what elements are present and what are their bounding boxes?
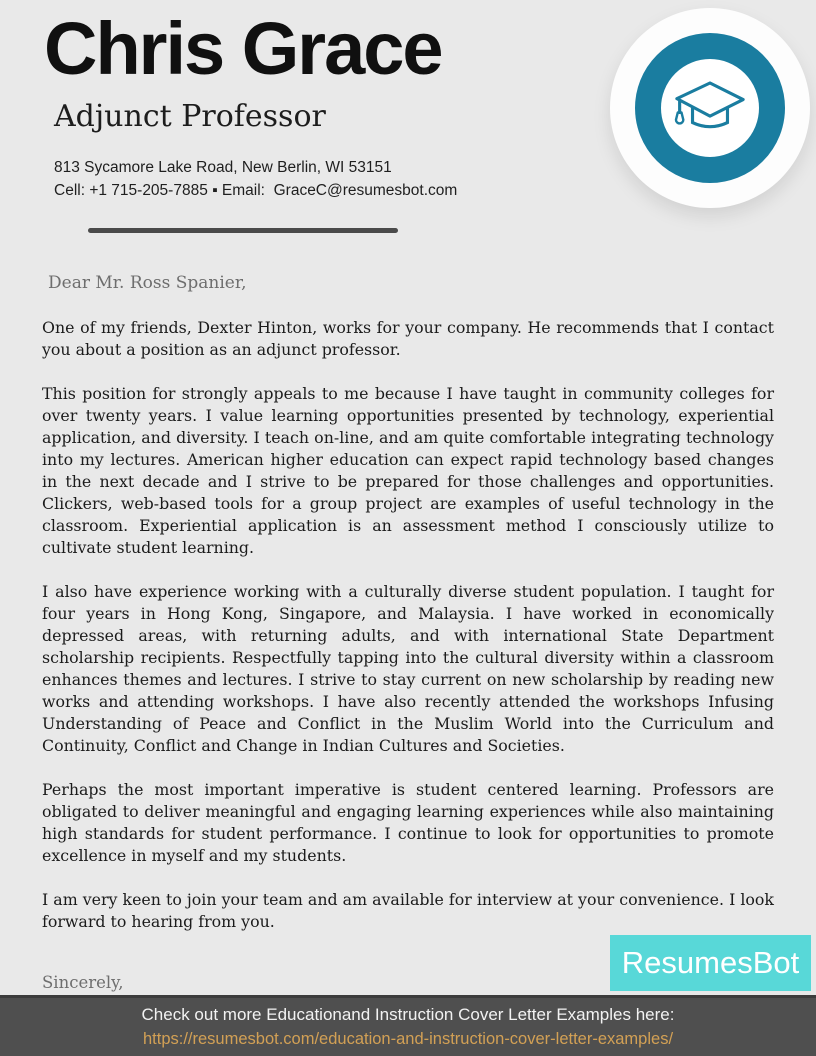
resumesbot-logo-text: ResumesBot bbox=[621, 945, 800, 980]
emblem-ring bbox=[635, 33, 785, 183]
address-line: 813 Sycamore Lake Road, New Berlin, WI 53151 bbox=[54, 158, 392, 176]
resumesbot-logo-badge bbox=[610, 935, 811, 991]
letter-paragraph: I am very keen to join your team and am available for interview at your convenience. I look forward to hearing from you. bbox=[42, 889, 774, 931]
closing: Sincerely, bbox=[42, 972, 124, 992]
job-title: Adjunct Professor bbox=[54, 99, 326, 134]
salutation: Dear Mr. Ross Spanier, bbox=[48, 272, 247, 293]
letter-body bbox=[42, 317, 774, 933]
letter-paragraph: One of my friends, Dexter Hinton, works for your company. He recommends that I contact you about a position as an adjunct professor. bbox=[42, 317, 774, 359]
phone-email-line: Cell: +1 715-205-7885 ▪ Email: GraceC@resumesbot.com bbox=[54, 181, 458, 199]
candidate-name: Chris Grace bbox=[44, 7, 442, 90]
letter-paragraph: I also have experience working with a culturally diverse student population. I taught for four years in Hong Kong, Singapore, and Malaysia. I have worked in economically depressed areas, with returning adults, and with international State Department scholarship recipients. Respectfully tapping into the cultural diversity within a classroom enhances themes and lectures. I strive to stay current on new scholarship by reading new works and attending workshops. I have also recently attended the workshops Infusing Understanding of Peace and Conflict in the Muslim World into the Curriculum and Continuity, Conflict and Change in Indian Cultures and Societies. bbox=[42, 581, 774, 755]
letter-paragraph: This position for strongly appeals to me because I have taught in community colleges for over twenty years. I value learning opportunities presented by technology, experiential application, and diversity. I teach on-line, and am quite comfortable integrating technology into my lectures. American higher education can expect rapid technology based changes in the next decade and I strive to be prepared for those challenges and opportunities. Clickers, web-based tools for a group project are examples of useful technology in the classroom. Experiential application is an assessment method I consciously utilize to cultivate student learning. bbox=[42, 383, 774, 557]
graduation-cap-icon bbox=[664, 60, 756, 157]
header-divider bbox=[88, 228, 398, 233]
footer-text: Check out more Educationand Instruction Cover Letter Examples here: bbox=[141, 1005, 675, 1024]
footer-bar bbox=[0, 995, 816, 1056]
letter-paragraph: Perhaps the most important imperative is student centered learning. Professors are obligated to deliver meaningful and engaging learning experiences while also maintaining high standards for student performance. I continue to look for opportunities to promote excellence in myself and my students. bbox=[42, 779, 774, 865]
footer-examples-link[interactable]: https://resumesbot.com/education-and-instruction-cover-letter-examples/ bbox=[142, 1030, 674, 1048]
profile-emblem bbox=[610, 8, 810, 208]
